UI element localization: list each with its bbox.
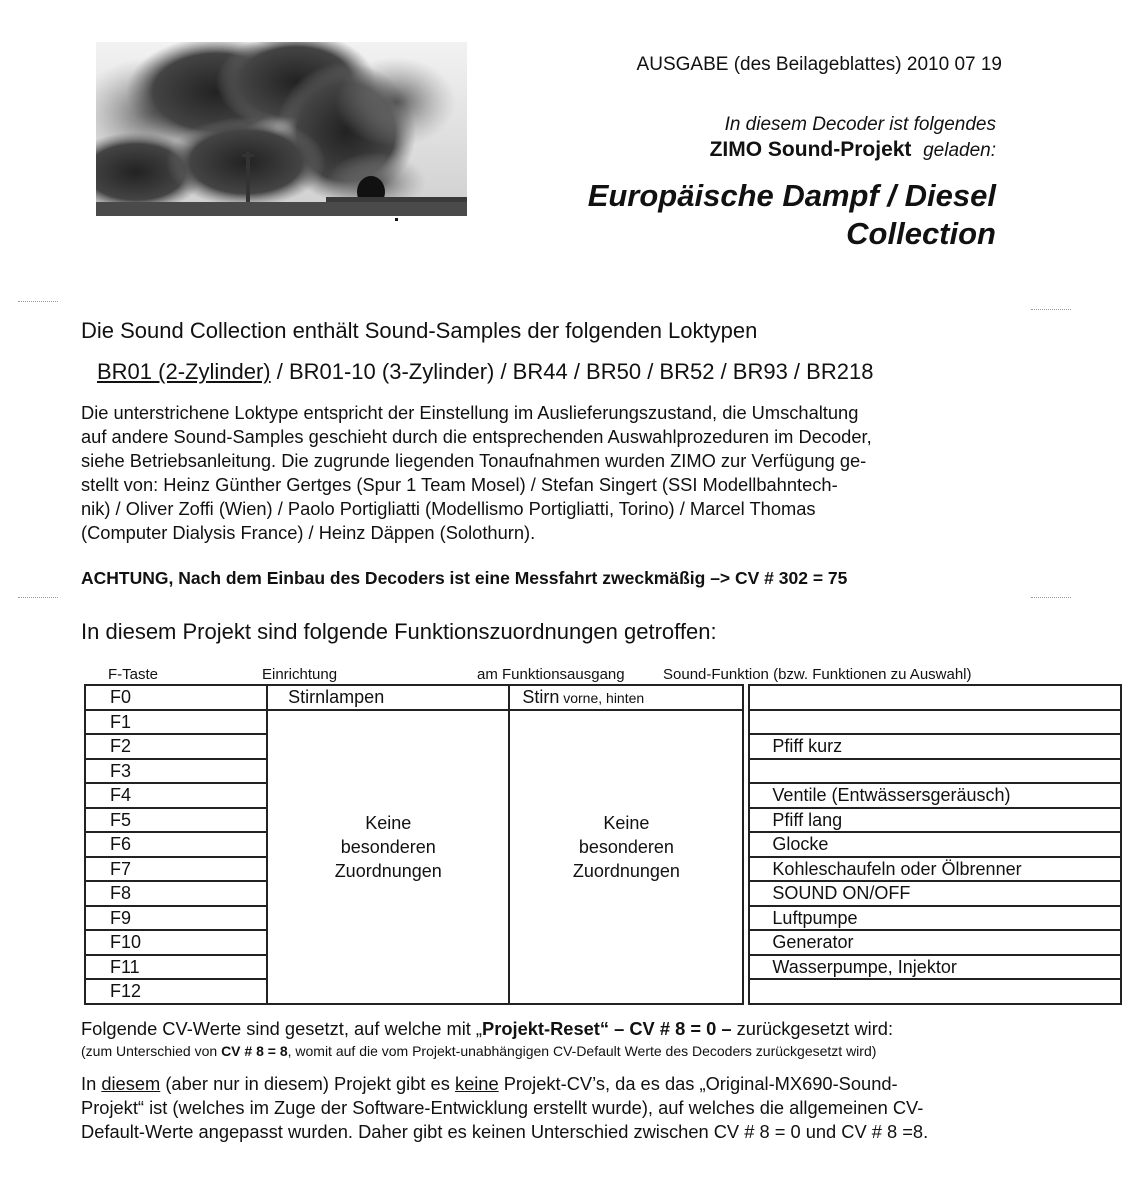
lead-text: Die Sound Collection enthält Sound-Samples der folgenden Loktypen <box>81 318 758 343</box>
paragraph-line: nik) / Oliver Zoffi (Wien) / Paolo Portigliatti (Modellismo Portigliatti, Torino) / Marcel Thomas <box>81 498 816 519</box>
page-title-line2: Collection <box>846 216 996 251</box>
note-bold: CV # 8 = 8 <box>221 1043 288 1059</box>
reset-bold: Projekt-Reset“ – CV # 8 = 0 – <box>482 1018 732 1039</box>
sound-cell <box>749 979 1121 1004</box>
note-pre: (zum Unterschied von <box>81 1043 222 1059</box>
edition-date: AUSGABE (des Beilageblattes) 2010 07 19 <box>636 54 1002 75</box>
loco-types <box>97 359 873 385</box>
col-header-key: F-Taste <box>108 666 159 683</box>
default-type: BR01 (2-Zylinder) <box>97 359 271 384</box>
key-cell: F6 <box>85 832 267 857</box>
output-detail: vorne, hinten <box>559 689 645 706</box>
table-row <box>85 685 1121 710</box>
assignment-heading: In diesem Projekt sind folgende Funktionszuordnungen getroffen: <box>81 619 717 644</box>
paragraph-line: (Computer Dialysis France) / Heinz Däppen (Solothurn). <box>81 522 536 543</box>
col-header-sound: Sound-Funktion (bzw. Funktionen zu Auswahl) <box>663 666 972 683</box>
key-cell: F0 <box>85 685 267 710</box>
reset-post: zurückgesetzt wird: <box>731 1018 894 1039</box>
table-row <box>85 710 1121 735</box>
underlined-word: keine <box>454 1073 499 1094</box>
footer-line <box>81 1072 928 1096</box>
intro-line: In diesem Decoder ist folgendes <box>724 114 996 135</box>
text: (aber nur in diesem) Projekt gibt es <box>160 1073 455 1094</box>
key-cell: F2 <box>85 734 267 759</box>
merged-line: besonderen <box>578 836 674 857</box>
footer-line: Projekt“ ist (welches im Zuge der Software-Entwicklung erstellt wurde), auf welches die allgemeinen CV- <box>81 1097 924 1118</box>
sound-cell <box>749 710 1121 735</box>
col-header-output: am Funktionsausgang <box>477 666 625 683</box>
key-cell: F1 <box>85 710 267 735</box>
key-cell: F10 <box>85 930 267 955</box>
intro-project-line <box>710 138 996 162</box>
sound-cell: Luftpumpe <box>749 906 1121 931</box>
merged-line: Keine <box>365 812 412 833</box>
reset-note <box>81 1043 876 1059</box>
project-label: ZIMO Sound-Projekt <box>709 138 912 161</box>
underlined-word: diesem <box>101 1073 161 1094</box>
col-header-device: Einrichtung <box>262 666 338 683</box>
sound-cell: Glocke <box>749 832 1121 857</box>
sound-cell: Generator <box>749 930 1121 955</box>
paragraph-line: auf andere Sound-Samples geschieht durch die entsprechenden Auswahlprozeduren im Decoder, <box>81 426 872 447</box>
key-cell: F8 <box>85 881 267 906</box>
loaded-label: geladen: <box>923 140 996 161</box>
divider <box>18 301 58 302</box>
output-merged-cell <box>509 710 743 1004</box>
merged-line: Zuordnungen <box>334 860 442 881</box>
key-cell: F12 <box>85 979 267 1004</box>
text: Projekt-CV’s, da es das „Original-MX690-Sound- <box>498 1073 898 1094</box>
divider <box>1031 597 1071 598</box>
key-cell: F7 <box>85 857 267 882</box>
text: In <box>81 1073 102 1094</box>
paragraph-line: siehe Betriebsanleitung. Die zugrunde liegenden Tonaufnahmen wurden ZIMO zur Verfügung ge- <box>81 450 867 471</box>
footer-line: Default-Werte angepasst wurden. Daher gibt es keinen Unterschied zwischen CV # 8 = 0 und CV # 8 =8. <box>81 1121 929 1142</box>
locomotive-smoke-photo <box>96 42 467 216</box>
output-main: Stirn <box>522 686 560 707</box>
description-paragraph <box>81 401 1001 545</box>
merged-line: besonderen <box>340 836 436 857</box>
sound-cell: SOUND ON/OFF <box>749 881 1121 906</box>
reset-pre: Folgende CV-Werte sind gesetzt, auf welche mit „ <box>81 1018 483 1039</box>
sound-cell <box>749 759 1121 784</box>
footer-paragraph <box>81 1072 928 1144</box>
merged-line: Keine <box>603 812 650 833</box>
page-title: Europäische Dampf / Diesel <box>587 178 996 213</box>
device-merged-cell <box>267 710 509 1004</box>
warning-text: ACHTUNG, Nach dem Einbau des Decoders ist eine Messfahrt zweckmäßig –> CV # 302 = 75 <box>81 568 848 588</box>
sound-cell: Kohleschaufeln oder Ölbrenner <box>749 857 1121 882</box>
sound-cell <box>749 685 1121 710</box>
paragraph-line: Die unterstrichene Loktype entspricht der Einstellung im Auslieferungszustand, die Umschaltung <box>81 402 859 423</box>
reset-line <box>81 1018 893 1040</box>
output-cell <box>509 685 743 710</box>
other-types: / BR01-10 (3-Zylinder) / BR44 / BR50 / BR52 / BR93 / BR218 <box>270 359 874 384</box>
divider <box>18 597 58 598</box>
key-cell: F11 <box>85 955 267 980</box>
device-cell: Stirnlampen <box>267 685 509 710</box>
divider <box>1031 309 1071 310</box>
merged-line: Zuordnungen <box>572 860 680 881</box>
key-cell: F4 <box>85 783 267 808</box>
key-cell: F3 <box>85 759 267 784</box>
sound-cell: Pfiff lang <box>749 808 1121 833</box>
note-post: , womit auf die vom Projekt-unabhängigen CV-Default Werte des Decoders zurückgesetzt wird) <box>287 1043 877 1059</box>
key-cell: F5 <box>85 808 267 833</box>
key-cell: F9 <box>85 906 267 931</box>
sound-cell: Pfiff kurz <box>749 734 1121 759</box>
sound-cell: Ventile (Entwässersgeräusch) <box>749 783 1121 808</box>
function-table <box>84 684 1122 1005</box>
paragraph-line: stellt von: Heinz Günther Gertges (Spur 1 Team Mosel) / Stefan Singert (SSI Modellbahntech- <box>81 474 838 495</box>
sound-cell: Wasserpumpe, Injektor <box>749 955 1121 980</box>
dot-mark <box>395 218 398 221</box>
